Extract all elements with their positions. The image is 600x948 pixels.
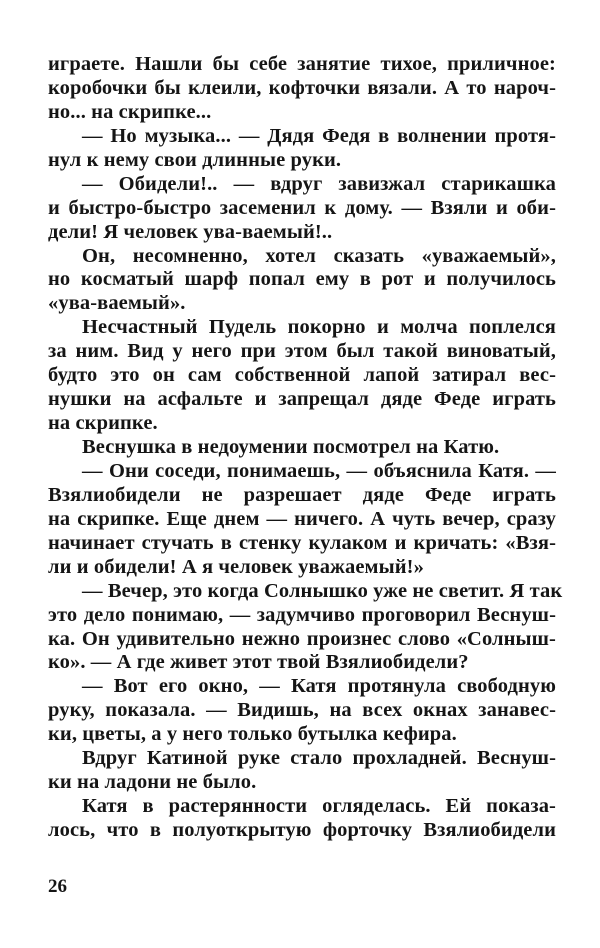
text-line: руку, показала. — Видишь, на всех окнах занавес- [48,699,556,722]
text-line: на скрипке. [48,412,158,435]
text-line: — Вот его окно, — Катя протянула свободную [82,675,556,698]
text-line: — Вечер, это когда Солнышко уже не светит. Я так [82,579,563,602]
text-line: ка. Он удивительно нежно произнес слово «Солныш- [48,627,556,650]
text-line: ли и обидели! А я человек уважаемый!» [48,555,424,578]
text-line: за ним. Вид у него при этом был такой виноватый, [48,340,556,363]
text-line: Несчастный Пудель покорно и молча поплелся [82,316,556,339]
text-line: но... на скрипке... [48,100,212,123]
text-line: и быстро-быстро засеменил к дому. — Взяли и оби- [48,196,556,219]
text-line: ки, цветы, а у него только бутылка кефира. [48,723,457,746]
text-line: будто это он сам собственной лапой затирал вес- [48,364,556,387]
text-line: ко». — А где живет этот твой Взялиобидели? [48,651,469,674]
text-line: на скрипке. Еще днем — ничего. А чуть вечер, сразу [48,507,556,530]
text-line: играете. Нашли бы себе занятие тихое, приличное: [48,53,556,75]
text-line: лось, что в полуоткрытую форточку Взялиобидели [48,819,556,841]
text-line: начинает стучать в стенку кулаком и кричать: «Взя- [48,531,556,554]
text-line: Он, несомненно, хотел сказать «уважаемый», [82,244,556,267]
page-body-text [48,53,563,843]
text-line: но косматый шарф попал ему в рот и получилось [48,268,556,291]
text-line: «ува-ваемый». [48,292,186,315]
text-line: Взялиобидели не разрешает дяде Феде играть [48,483,556,506]
text-line: дели! Я человек ува-ваемый!.. [48,220,333,243]
text-line: это дело понимаю, — задумчиво проговорил Веснуш- [48,603,556,626]
text-line: коробочки бы клеили, кофточки вязали. А то нароч- [48,76,556,99]
text-line: нул к нему свои длинные руки. [48,148,342,171]
text-line: ки на ладони не было. [48,771,257,794]
text-line: Катя в растерянности огляделась. Ей показа- [82,795,556,818]
text-line: нушки на асфальте и запрещал дяде Феде играть [48,388,556,411]
text-line: Веснушка в недоумении посмотрел на Катю. [82,436,500,458]
page-number: 26 [48,876,67,897]
text-line: Вдруг Катиной руке стало прохладней. Веснуш- [82,747,556,770]
text-line: — Они соседи, понимаешь, — объяснила Катя. — [82,459,556,482]
text-line: — Обидели!.. — вдруг завизжал старикашка [82,172,556,195]
text-line: — Но музыка... — Дядя Федя в волнении протя- [82,124,556,147]
